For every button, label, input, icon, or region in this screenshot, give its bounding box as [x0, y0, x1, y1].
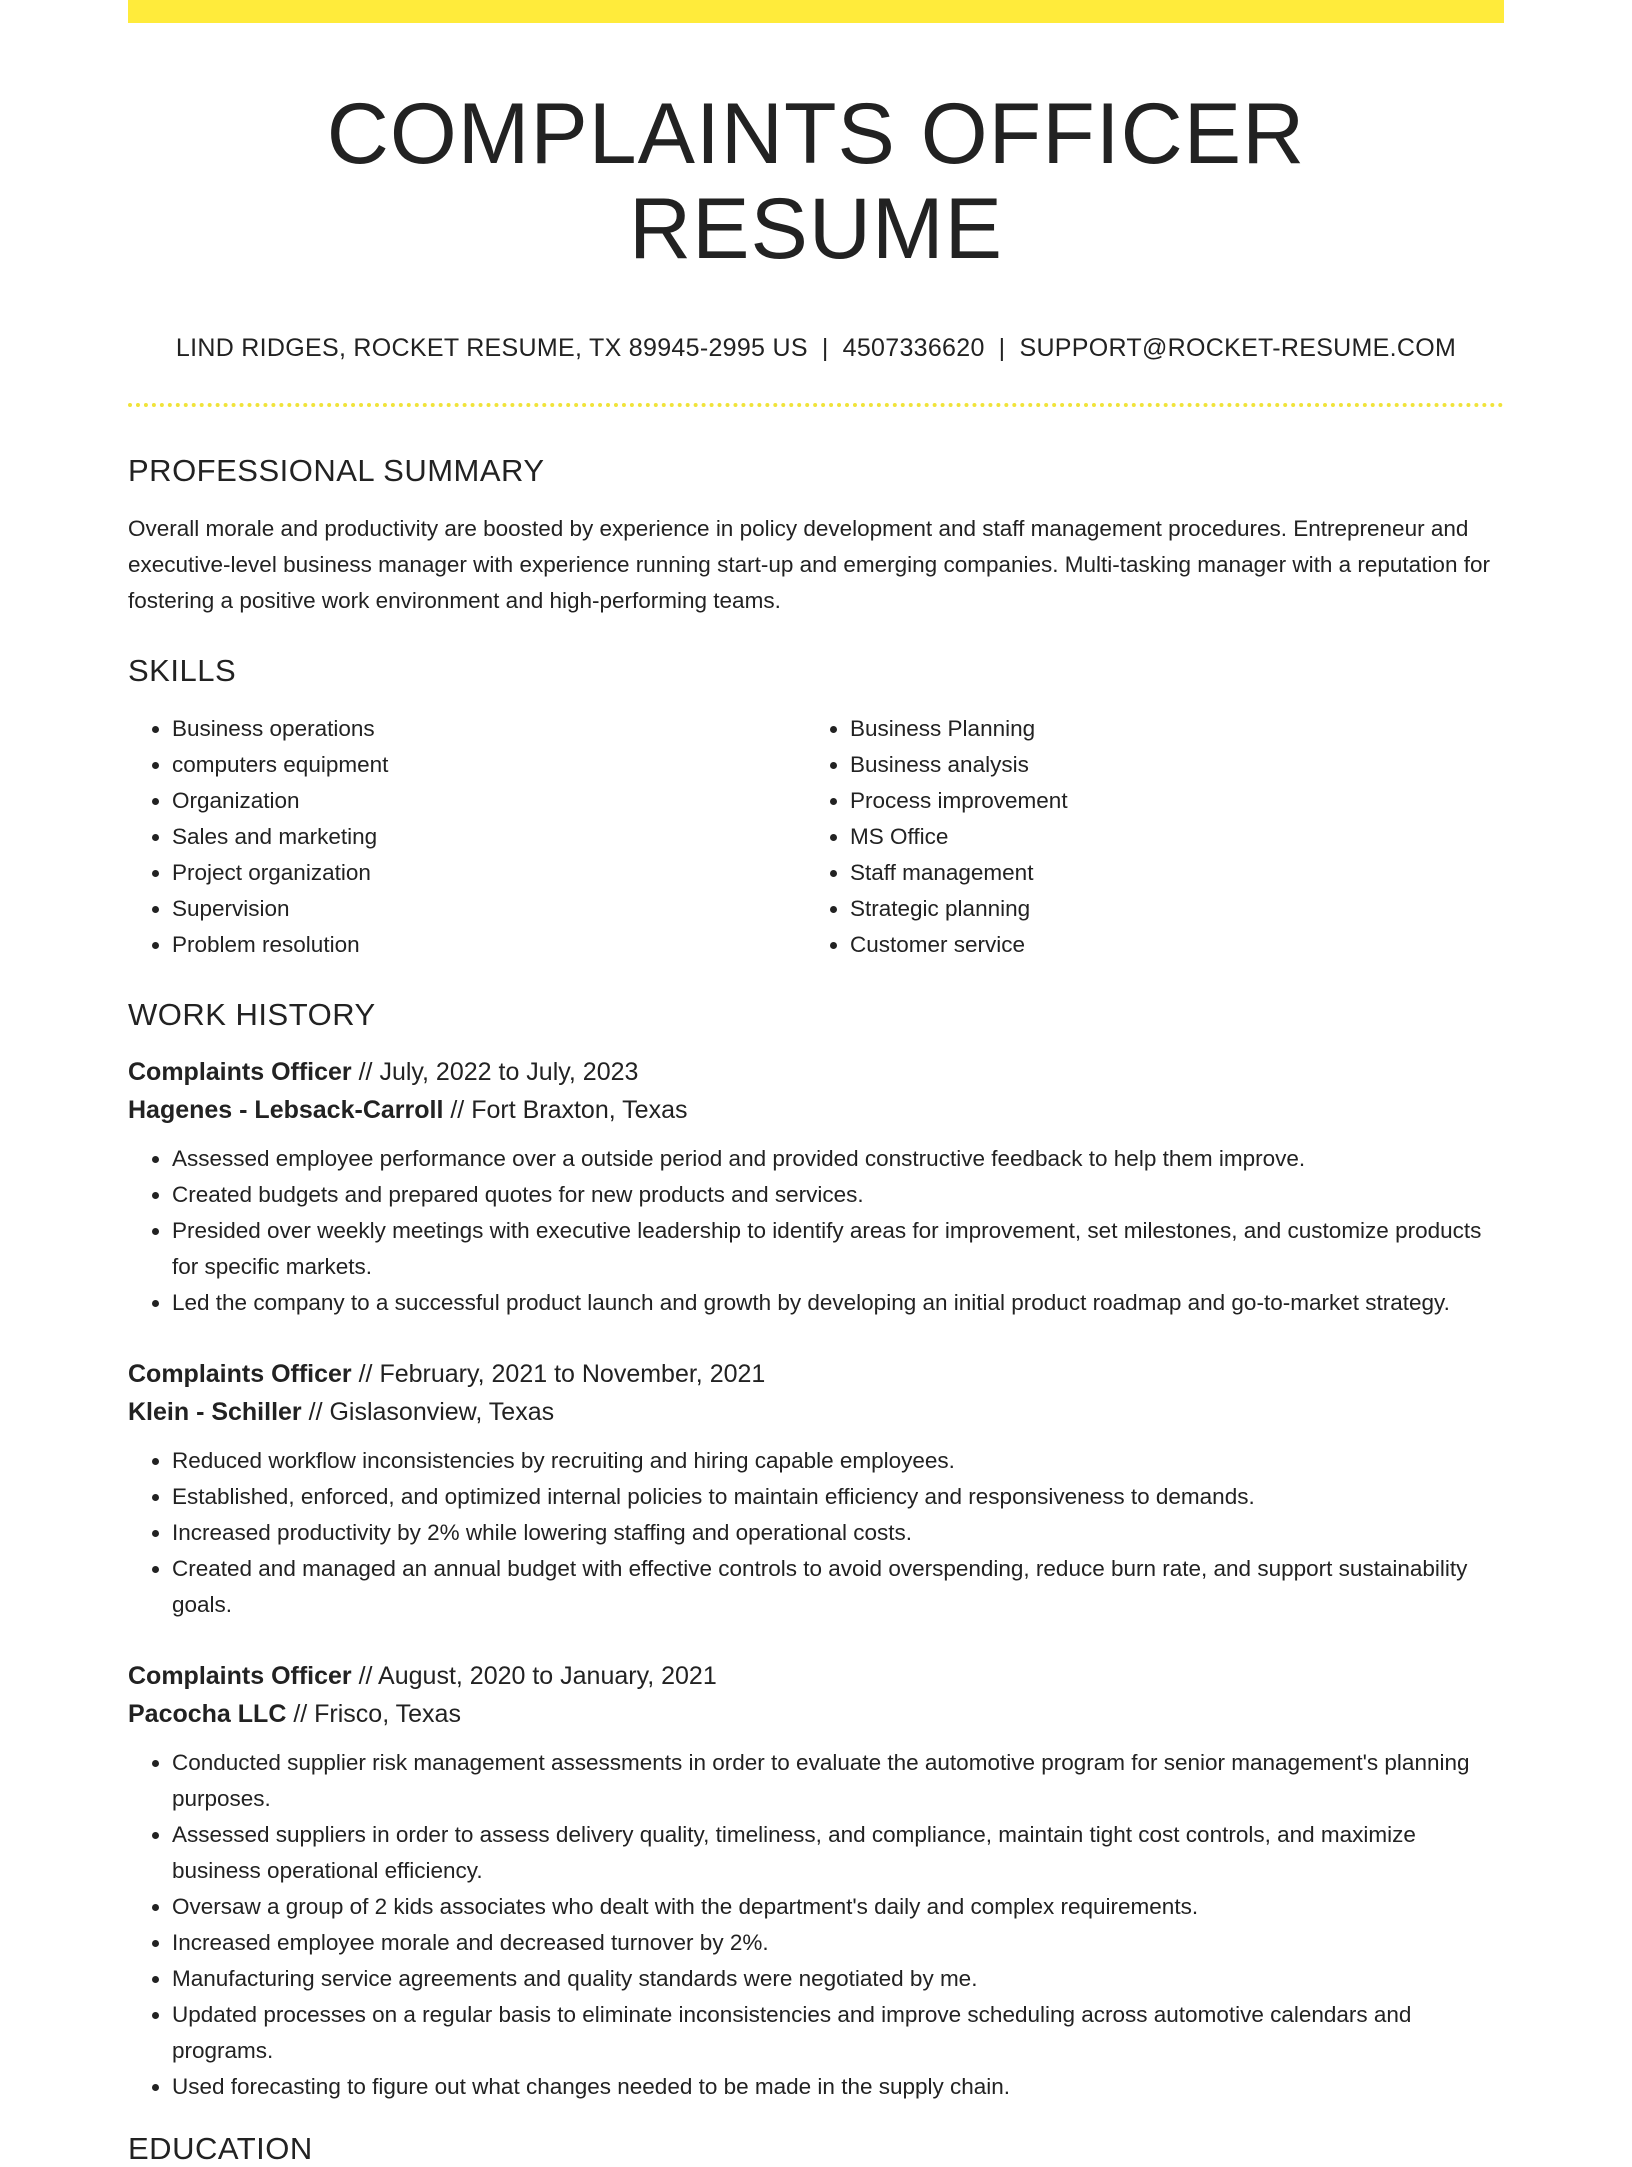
job-bullet: • Established, enforced, and optimized internal policies to maintain efficiency and responsiveness to demands.	[172, 1479, 1504, 1515]
job-company-line	[128, 1695, 1504, 1733]
resume-title: COMPLAINTS OFFICER RESUME	[326, 86, 1306, 277]
job-title: Complaints Officer	[128, 1662, 352, 1691]
work-history-heading: WORK HISTORY	[128, 997, 376, 1033]
job-dates: // February, 2021 to November, 2021	[351, 1360, 766, 1389]
job-title: Complaints Officer	[128, 1360, 352, 1389]
summary-heading: PROFESSIONAL SUMMARY	[128, 453, 545, 489]
skill-item: • Supervision	[172, 891, 806, 927]
job-entry	[128, 1657, 1504, 2105]
job-bullet: • Used forecasting to figure out what changes needed to be made in the supply chain.	[172, 2069, 1504, 2105]
job-bullet: • Updated processes on a regular basis to eliminate inconsistencies and improve scheduling across automotive calendars and programs.	[172, 1997, 1504, 2069]
job-bullet: • Assessed suppliers in order to assess delivery quality, timeliness, and compliance, maintain tight cost controls, and maximize business operational efficiency.	[172, 1817, 1504, 1889]
section-divider	[128, 403, 1504, 407]
job-bullets	[128, 1141, 1504, 1321]
skills-heading: SKILLS	[128, 653, 237, 689]
skill-item: • Staff management	[850, 855, 1484, 891]
job-location: // Frisco, Texas	[286, 1700, 461, 1729]
job-title-line	[128, 1053, 1504, 1091]
summary-text: Overall morale and productivity are boosted by experience in policy development and staff management procedures. Entrepreneur and executive-level business manager with experience running start-up and emerging companies. Multi-tasking manager with a reputation for fostering a positive work environment and high-performing teams.	[128, 516, 1490, 614]
skill-item: • Organization	[172, 783, 806, 819]
job-entry	[128, 1053, 1504, 1321]
job-bullet: • Reduced workflow inconsistencies by recruiting and hiring capable employees.	[172, 1443, 1504, 1479]
job-bullet: • Created and managed an annual budget with effective controls to avoid overspending, reduce burn rate, and support sustainability goals.	[172, 1551, 1504, 1623]
skill-item: • Sales and marketing	[172, 819, 806, 855]
skill-item: • computers equipment	[172, 747, 806, 783]
job-bullet: • Presided over weekly meetings with executive leadership to identify areas for improvement, set milestones, and customize products for specific markets.	[172, 1213, 1504, 1285]
job-bullet: • Created budgets and prepared quotes for new products and services.	[172, 1177, 1504, 1213]
skill-item: • Problem resolution	[172, 927, 806, 963]
skill-item: • Strategic planning	[850, 891, 1484, 927]
job-location: // Fort Braxton, Texas	[443, 1096, 688, 1125]
skill-item: • Business Planning	[850, 711, 1484, 747]
job-entry	[128, 1355, 1504, 1623]
job-dates: // August, 2020 to January, 2021	[351, 1662, 717, 1691]
skills-column-2	[806, 711, 1484, 963]
contact-separator: |	[821, 334, 829, 363]
job-bullet: • Increased employee morale and decreased turnover by 2%.	[172, 1925, 1504, 1961]
accent-bar	[128, 0, 1504, 23]
job-bullet: • Assessed employee performance over a outside period and provided constructive feedback to help them improve.	[172, 1141, 1504, 1177]
skill-item: • Customer service	[850, 927, 1484, 963]
contact-phone: 4507336620	[842, 334, 985, 363]
job-bullets	[128, 1443, 1504, 1623]
contact-email: SUPPORT@ROCKET-RESUME.COM	[1019, 334, 1457, 363]
job-bullets	[128, 1745, 1504, 2105]
education-heading: EDUCATION	[128, 2131, 313, 2167]
skill-item: • Business analysis	[850, 747, 1484, 783]
resume-page	[128, 0, 1504, 2167]
job-bullet: • Increased productivity by 2% while lowering staffing and operational costs.	[172, 1515, 1504, 1551]
job-title: Complaints Officer	[128, 1058, 352, 1087]
job-bullet: • Conducted supplier risk management assessments in order to evaluate the automotive program for senior management's planning purposes.	[172, 1745, 1504, 1817]
skill-item: • Process improvement	[850, 783, 1484, 819]
job-title-line	[128, 1657, 1504, 1695]
job-company-line	[128, 1393, 1504, 1431]
job-dates: // July, 2022 to July, 2023	[351, 1058, 639, 1087]
contact-address: LIND RIDGES, ROCKET RESUME, TX 89945-2995 US	[175, 334, 808, 363]
skills-column-1	[128, 711, 806, 963]
contact-line	[128, 334, 1504, 363]
job-company: Hagenes - Lebsack-Carroll	[128, 1096, 444, 1125]
skill-item: • Business operations	[172, 711, 806, 747]
job-bullet: • Oversaw a group of 2 kids associates who dealt with the department's daily and complex requirements.	[172, 1889, 1504, 1925]
job-bullet: • Manufacturing service agreements and quality standards were negotiated by me.	[172, 1961, 1504, 1997]
skill-item: • Project organization	[172, 855, 806, 891]
job-title-line	[128, 1355, 1504, 1393]
job-company: Pacocha LLC	[128, 1700, 287, 1729]
job-company: Klein - Schiller	[128, 1398, 302, 1427]
job-location: // Gislasonview, Texas	[301, 1398, 555, 1427]
job-bullet: • Led the company to a successful product launch and growth by developing an initial product roadmap and go-to-market strategy.	[172, 1285, 1504, 1321]
skills-list	[128, 711, 1504, 963]
skill-item: • MS Office	[850, 819, 1484, 855]
job-company-line	[128, 1091, 1504, 1129]
contact-separator: |	[998, 334, 1006, 363]
